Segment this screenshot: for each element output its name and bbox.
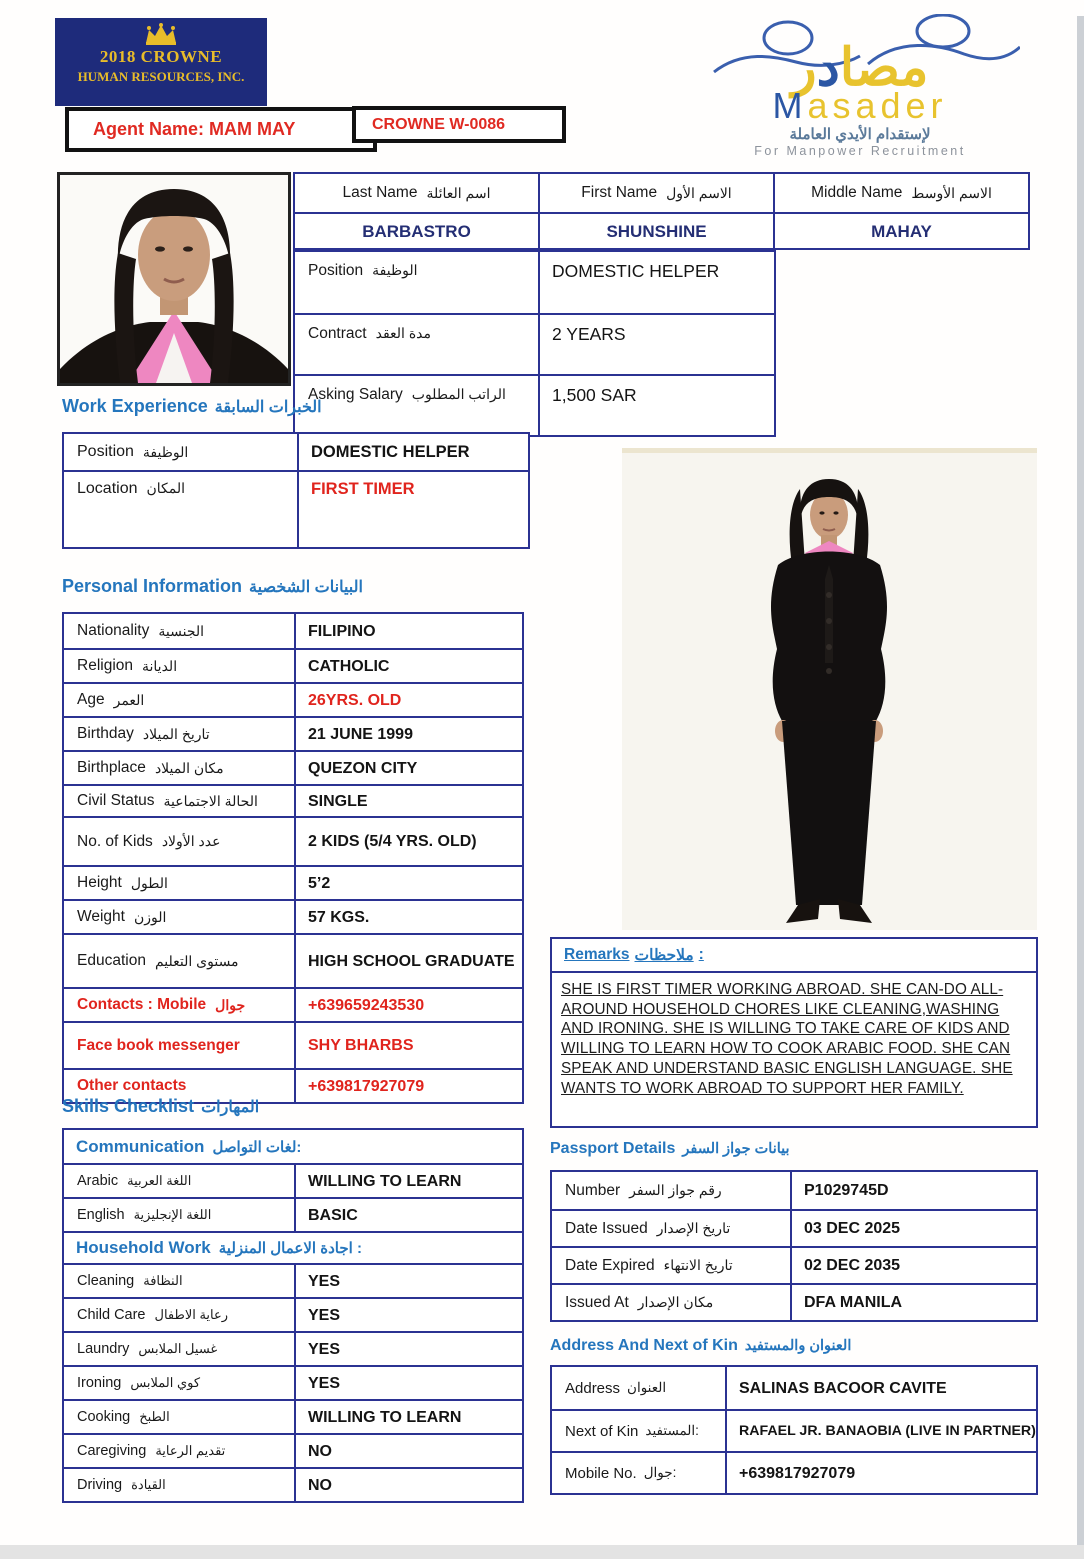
field-value: BARBASTRO <box>362 221 471 241</box>
field-label: Height <box>77 874 122 891</box>
field-label-arabic: رقم جواز السفر <box>629 1182 722 1198</box>
field-label: Age <box>77 691 105 708</box>
name-header-row <box>295 174 1028 212</box>
field-label-arabic: الحالة الاجتماعية <box>163 792 258 809</box>
field-label-arabic: تاريخ الميلاد <box>142 725 210 742</box>
masader-latin-name: Masader <box>772 85 948 126</box>
field-label: Middle Name <box>811 184 903 201</box>
field-label: No. of Kids <box>77 832 153 850</box>
field-label-cell <box>64 935 294 987</box>
field-value-cell <box>294 935 522 987</box>
field-value: NO <box>308 1476 332 1494</box>
field-value: 57 KGS. <box>308 908 370 926</box>
field-value-cell <box>790 1172 1036 1209</box>
applicant-headshot-photo <box>57 172 291 386</box>
name-value-cell <box>295 214 538 248</box>
field-label: Caregiving <box>77 1443 147 1459</box>
field-value-cell <box>294 1070 522 1102</box>
table-row <box>64 682 522 716</box>
field-label-arabic: رعاية الاطفال <box>154 1307 229 1322</box>
table-row <box>64 933 522 987</box>
table-row <box>552 1246 1036 1283</box>
field-value: YES <box>308 1306 341 1324</box>
table-row <box>552 1283 1036 1320</box>
field-label: Religion <box>77 657 134 674</box>
field-value: YES <box>308 1374 341 1392</box>
field-value: SHUNSHINE <box>606 221 707 241</box>
field-label-cell <box>64 901 294 933</box>
field-value-cell <box>294 818 522 865</box>
field-label-arabic: القيادة <box>131 1477 166 1492</box>
table-row <box>64 648 522 682</box>
scan-edge-right <box>1077 16 1084 1546</box>
skills-subheader: Household Work <box>76 1238 211 1257</box>
skills-subheader-row <box>64 1130 522 1163</box>
skills-subheader: Communication <box>76 1136 205 1156</box>
table-row <box>295 374 774 435</box>
field-label-cell <box>552 1367 725 1409</box>
field-value-cell <box>294 1333 522 1365</box>
field-label-cell <box>64 1435 294 1467</box>
field-label: English <box>77 1207 125 1223</box>
field-label: Laundry <box>77 1341 130 1357</box>
table-row <box>64 1467 522 1501</box>
field-label-arabic: الاسم الأول <box>666 184 732 201</box>
field-label-cell <box>295 252 538 313</box>
field-label-arabic: الجنسية <box>158 622 205 639</box>
field-label: Date Expired <box>565 1256 655 1274</box>
field-label-arabic: الراتب المطلوب <box>411 386 506 402</box>
field-label-arabic: الاسم الأوسط <box>911 184 992 201</box>
field-value-cell <box>294 901 522 933</box>
field-label: Position <box>308 262 364 279</box>
field-value: +639817927079 <box>739 1464 856 1482</box>
field-value: FILIPINO <box>308 622 376 640</box>
field-value-cell <box>294 684 522 716</box>
table-row <box>295 313 774 374</box>
field-value: WILLING TO LEARN <box>308 1172 462 1190</box>
field-label-arabic: الوظيفة <box>372 262 418 278</box>
job-details-table <box>293 250 776 437</box>
field-label-arabic: اللغة العربية <box>127 1173 192 1188</box>
field-label: Address <box>565 1379 621 1397</box>
masader-english-tagline: For Manpower Recruitment <box>754 144 966 158</box>
field-value: SHY BHARBS <box>308 1037 414 1054</box>
field-label-cell <box>64 1401 294 1433</box>
field-value-cell <box>294 1265 522 1297</box>
skills-checklist-table <box>62 1128 524 1503</box>
table-row <box>64 899 522 933</box>
field-label: Education <box>77 952 146 969</box>
field-label: Last Name <box>342 184 418 201</box>
field-value: SINGLE <box>308 792 368 810</box>
remarks-heading: Remarks ملاحظات : <box>552 939 1036 973</box>
field-value-cell <box>294 786 522 816</box>
field-label: Birthday <box>77 725 134 742</box>
field-value-cell <box>294 1469 522 1501</box>
field-value: YES <box>308 1272 341 1290</box>
passport-details-heading: Passport Details بيانات جواز السفر <box>550 1140 790 1157</box>
field-value: 26YRS. OLD <box>308 691 402 709</box>
field-label-arabic: مستوى التعليم <box>154 952 239 969</box>
field-label-arabic: الطبخ <box>139 1409 170 1424</box>
field-label: Position <box>77 443 134 460</box>
field-label-cell <box>64 1199 294 1231</box>
field-label: Nationality <box>77 622 150 639</box>
field-label: Next of Kin <box>565 1422 639 1440</box>
field-label-arabic: تاريخ الانتهاء <box>663 1257 733 1273</box>
field-label-cell <box>64 867 294 899</box>
field-value-cell <box>790 1285 1036 1320</box>
field-label-arabic: مكان الميلاد <box>154 759 224 776</box>
field-label-cell <box>64 1333 294 1365</box>
field-value: 2 YEARS <box>552 324 626 344</box>
field-value: +639659243530 <box>308 996 425 1014</box>
field-value-cell <box>297 434 528 470</box>
field-value: 2 KIDS (5/4 YRS. OLD) <box>308 833 477 850</box>
name-value-cell <box>538 214 773 248</box>
crowne-logo-year-line: 2018 CROWNE <box>99 47 223 66</box>
name-header-cell <box>538 174 773 212</box>
table-row <box>64 470 528 547</box>
field-label-arabic: عدد الأولاد <box>161 833 221 849</box>
field-label-cell <box>64 434 297 470</box>
field-value-cell <box>538 315 774 374</box>
field-value: P1029745D <box>804 1182 889 1199</box>
work-experience-table <box>62 432 530 549</box>
field-value: +639817927079 <box>308 1077 425 1095</box>
name-header-cell <box>773 174 1028 212</box>
field-label-cell <box>64 1299 294 1331</box>
field-label-cell <box>64 1165 294 1197</box>
field-label-arabic: جوال: <box>643 1465 677 1480</box>
table-row <box>64 1331 522 1365</box>
field-label-arabic: الوظيفة <box>142 443 189 460</box>
field-value: HIGH SCHOOL GRADUATE <box>308 952 515 970</box>
field-value-cell <box>725 1411 1036 1451</box>
field-value-cell <box>725 1367 1036 1409</box>
field-value-cell <box>790 1248 1036 1283</box>
field-label-cell <box>295 315 538 374</box>
field-label-arabic: الطول <box>130 874 168 891</box>
table-row <box>64 987 522 1021</box>
crowne-logo <box>55 18 267 106</box>
field-value: CATHOLIC <box>308 657 390 675</box>
table-row <box>64 1433 522 1467</box>
field-value-cell <box>294 614 522 648</box>
table-row <box>552 1209 1036 1246</box>
table-row <box>64 865 522 899</box>
name-header-cell <box>295 174 538 212</box>
field-label: Driving <box>77 1477 123 1493</box>
agent-name-box <box>65 107 377 152</box>
field-label-cell <box>64 718 294 750</box>
field-label-arabic: اللغة الإنجليزية <box>133 1207 212 1222</box>
table-row <box>64 614 522 648</box>
table-row <box>295 252 774 313</box>
field-value: DFA MANILA <box>804 1294 903 1311</box>
field-label: Contract <box>308 325 367 342</box>
field-value-cell <box>294 867 522 899</box>
field-label-cell <box>64 650 294 682</box>
field-value: BASIC <box>308 1206 358 1224</box>
field-label-arabic: النظافة <box>143 1273 183 1288</box>
field-label: Asking Salary <box>308 386 403 403</box>
field-value-cell <box>790 1211 1036 1246</box>
field-label-arabic: مكان الإصدار <box>637 1294 714 1310</box>
field-label: Birthplace <box>77 759 146 776</box>
field-label: Location <box>77 480 138 497</box>
field-value: YES <box>308 1340 341 1358</box>
table-row <box>64 1399 522 1433</box>
table-row <box>64 1163 522 1197</box>
field-label-arabic: المستفيد: <box>645 1423 699 1438</box>
field-value: 02 DEC 2035 <box>804 1257 901 1274</box>
field-label-cell <box>295 376 538 435</box>
agency-code-text: CROWNE W-0086 <box>372 115 506 133</box>
field-label-arabic: غسيل الملابس <box>138 1341 218 1356</box>
field-label: Arabic <box>77 1173 119 1189</box>
field-value-cell <box>294 1299 522 1331</box>
field-value: DOMESTIC HELPER <box>311 442 470 461</box>
field-label-arabic: اسم العائلة <box>426 184 491 201</box>
table-row <box>64 816 522 865</box>
masader-arabic-name: مصادر <box>791 39 929 97</box>
field-label-cell <box>552 1172 790 1209</box>
next-of-kin-heading: Address And Next of Kin العنوان والمستفيد <box>550 1337 852 1354</box>
field-value: WILLING TO LEARN <box>308 1408 462 1426</box>
field-value-cell <box>294 718 522 750</box>
remarks-box <box>550 937 1038 1128</box>
field-label-cell <box>64 684 294 716</box>
field-label-arabic: العنوان <box>627 1380 667 1395</box>
field-value: 5’2 <box>308 874 331 892</box>
field-label: Weight <box>77 908 125 925</box>
table-row <box>64 1297 522 1331</box>
agency-code-box <box>352 106 566 143</box>
field-label: Ironing <box>77 1375 122 1391</box>
field-value-cell <box>294 752 522 784</box>
field-value-cell <box>538 376 774 435</box>
field-label: Cleaning <box>77 1273 135 1289</box>
field-value: SALINAS BACOOR CAVITE <box>739 1379 947 1397</box>
field-label-arabic: الديانة <box>142 657 178 674</box>
field-value-cell <box>294 1401 522 1433</box>
field-label-cell <box>64 1469 294 1501</box>
applicant-full-body-photo <box>622 448 1037 930</box>
field-value-cell <box>294 1199 522 1231</box>
field-label-cell <box>552 1248 790 1283</box>
field-label: Civil Status <box>77 792 155 809</box>
field-label-cell <box>64 786 294 816</box>
field-value-cell <box>725 1453 1036 1493</box>
field-label-arabic: مدة العقد <box>375 325 432 341</box>
table-row <box>552 1367 1036 1409</box>
table-row <box>64 784 522 816</box>
field-value-cell <box>538 252 774 313</box>
field-value: MAHAY <box>871 221 932 241</box>
field-label-cell <box>552 1211 790 1246</box>
crown-icon <box>55 23 267 45</box>
name-table <box>293 172 1030 250</box>
table-row <box>64 1021 522 1068</box>
field-label-cell <box>64 818 294 865</box>
field-value-cell <box>297 472 528 547</box>
skills-subheader-arabic: اجادة الاعمال المنزلية : <box>218 1240 362 1257</box>
skills-checklist-heading: Skills Checklist المهارات <box>62 1096 260 1116</box>
masader-logo <box>693 14 1027 166</box>
field-value-cell <box>294 1023 522 1068</box>
table-row <box>64 716 522 750</box>
field-label-arabic: تاريخ الإصدار <box>656 1220 731 1236</box>
work-experience-heading: Work Experience الخبرات السابقة <box>62 396 322 416</box>
table-row <box>64 434 528 470</box>
table-row <box>552 1451 1036 1493</box>
field-label-arabic: جوال <box>215 996 246 1013</box>
next-of-kin-table <box>550 1365 1038 1495</box>
field-label: Number <box>565 1181 621 1199</box>
field-value-cell <box>294 1165 522 1197</box>
field-label: Mobile No. <box>565 1464 637 1482</box>
field-label: Face book messenger <box>77 1036 240 1054</box>
name-value-row <box>295 212 1028 248</box>
field-label-cell <box>64 472 297 547</box>
field-label-arabic: تقديم الرعاية <box>155 1443 226 1458</box>
field-value: 21 JUNE 1999 <box>308 725 413 743</box>
field-label-cell <box>552 1411 725 1451</box>
field-label: Child Care <box>77 1307 146 1323</box>
field-label-cell <box>64 1023 294 1068</box>
field-label-arabic: المكان <box>146 480 186 496</box>
table-row <box>552 1409 1036 1451</box>
field-value: NO <box>308 1442 332 1460</box>
field-label: First Name <box>581 184 658 201</box>
field-label: Contacts : Mobile <box>77 996 207 1013</box>
field-value: RAFAEL JR. BANAOBIA (LIVE IN PARTNER) <box>739 1422 1036 1439</box>
skills-subheader-row <box>64 1231 522 1263</box>
field-value-cell <box>294 1367 522 1399</box>
field-label-cell <box>64 614 294 648</box>
field-label-cell <box>552 1285 790 1320</box>
name-value-cell <box>773 214 1028 248</box>
scan-edge-bottom <box>0 1545 1084 1559</box>
table-row <box>64 1263 522 1297</box>
field-value: 03 DEC 2025 <box>804 1220 901 1237</box>
field-label: Cooking <box>77 1409 131 1425</box>
table-row <box>552 1172 1036 1209</box>
masader-arabic-tagline: لإستقدام الأيدي العاملة <box>789 126 931 143</box>
field-label: Issued At <box>565 1293 629 1311</box>
field-value: DOMESTIC HELPER <box>552 261 720 281</box>
field-label: Other contacts <box>77 1077 187 1094</box>
remarks-text: SHE IS FIRST TIMER WORKING ABROAD. SHE CAN-DO ALL-AROUND HOUSEHOLD CHORES LIKE CLEANING,WASHING AND IRONING. SHE IS WILLING TO TAKE CARE OF KIDS AND WILLING TO LEARN HOW TO COOK ARABIC FOOD. SHE CAN SPEAK AND UNDERSTAND BASIC ENGLISH LANGUAGE. SHE WANTS TO WORK ABROAD TO SUPPORT HER FAMILY. <box>561 981 1013 1097</box>
field-value: FIRST TIMER <box>311 480 415 498</box>
field-label-cell <box>64 1367 294 1399</box>
field-label-cell <box>64 752 294 784</box>
table-row <box>64 1365 522 1399</box>
field-label-cell <box>64 1265 294 1297</box>
field-label-cell <box>552 1453 725 1493</box>
field-label-arabic: العمر <box>113 691 145 708</box>
field-value-cell <box>294 989 522 1021</box>
table-row <box>64 750 522 784</box>
field-value-cell <box>294 1435 522 1467</box>
skills-subheader-arabic: لغات التواصل: <box>212 1138 302 1156</box>
field-value-cell <box>294 650 522 682</box>
field-label-cell <box>64 989 294 1021</box>
agent-name-text: Agent Name: MAM MAY <box>93 119 296 139</box>
personal-information-heading: Personal Information البيانات الشخصية <box>62 576 363 596</box>
passport-details-table <box>550 1170 1038 1322</box>
table-row <box>64 1197 522 1231</box>
crowne-logo-org-line: HUMAN RESOURCES, INC. <box>77 69 245 84</box>
field-label: Date Issued <box>565 1219 648 1237</box>
field-value: 1,500 SAR <box>552 385 637 405</box>
personal-information-table <box>62 612 524 1104</box>
field-label-arabic: كوي الملابس <box>130 1375 201 1390</box>
field-label-arabic: الوزن <box>133 908 167 925</box>
field-value: QUEZON CITY <box>308 759 418 777</box>
